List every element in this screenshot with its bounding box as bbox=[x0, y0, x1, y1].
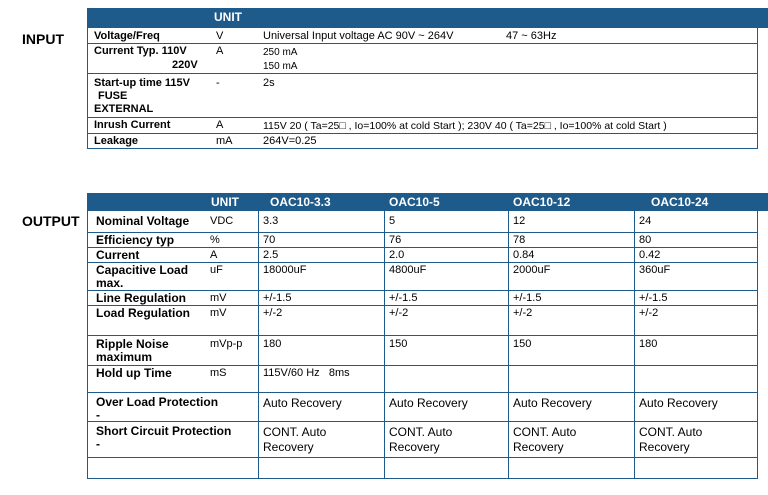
output-value: Auto Recovery bbox=[639, 396, 718, 410]
output-value: 70 bbox=[263, 234, 276, 246]
output-col-divider bbox=[87, 211, 88, 479]
output-value: 3.3 bbox=[263, 215, 279, 227]
output-header-model: OAC10-5 bbox=[389, 195, 440, 209]
output-param: Current bbox=[96, 248, 140, 262]
input-row-divider bbox=[87, 133, 757, 134]
output-value: 2000uF bbox=[513, 264, 551, 276]
input-unit: A bbox=[216, 119, 224, 131]
output-unit: mVp-p bbox=[210, 338, 243, 350]
output-value: 5 bbox=[389, 215, 396, 227]
output-row-divider bbox=[87, 335, 757, 336]
output-value: +/-1.5 bbox=[513, 292, 542, 304]
output-row-divider bbox=[87, 392, 757, 393]
input-col-divider bbox=[757, 28, 758, 149]
output-value-line1: CONT. Auto bbox=[389, 425, 453, 439]
output-row-divider bbox=[87, 232, 757, 233]
output-header-model: OAC10-3.3 bbox=[270, 195, 331, 209]
output-param: Line Regulation bbox=[96, 291, 186, 305]
output-param: - bbox=[96, 408, 100, 422]
output-row-divider bbox=[87, 365, 757, 366]
input-col-divider bbox=[87, 28, 88, 149]
input-value: 264V=0.25 bbox=[263, 135, 317, 147]
output-unit: A bbox=[210, 249, 218, 261]
output-value: +/-2 bbox=[513, 307, 533, 319]
output-unit: % bbox=[210, 234, 220, 246]
output-row-divider bbox=[87, 457, 757, 458]
output-param: maximum bbox=[96, 350, 153, 364]
input-param: FUSE bbox=[98, 90, 128, 102]
output-section-title: OUTPUT bbox=[22, 213, 80, 229]
output-col-divider bbox=[384, 211, 385, 479]
output-value: 4800uF bbox=[389, 264, 427, 276]
input-unit: A bbox=[216, 45, 224, 57]
output-unit: mV bbox=[210, 307, 227, 319]
output-value: 180 bbox=[639, 338, 658, 350]
output-value: +/-1.5 bbox=[639, 292, 668, 304]
output-row-divider bbox=[87, 290, 757, 291]
output-value: 180 bbox=[263, 338, 282, 350]
input-value: 150 mA bbox=[263, 61, 298, 72]
output-param: - bbox=[96, 437, 100, 451]
output-value-line1: CONT. Auto bbox=[263, 425, 327, 439]
output-value: 24 bbox=[639, 215, 652, 227]
output-param: Nominal Voltage bbox=[96, 214, 190, 228]
output-col-divider bbox=[508, 211, 509, 479]
input-value-freq: 47 ~ 63Hz bbox=[506, 30, 557, 42]
output-value: 360uF bbox=[639, 264, 671, 276]
output-value: 12 bbox=[513, 215, 526, 227]
output-param: Efficiency typ bbox=[96, 233, 175, 247]
output-col-divider bbox=[757, 211, 758, 479]
output-unit: mS bbox=[210, 367, 227, 379]
output-value: 150 bbox=[513, 338, 532, 350]
input-param: 220V bbox=[172, 59, 198, 71]
output-value-line1: CONT. Auto bbox=[513, 425, 577, 439]
input-value: 115V 20 ( Ta=25□ , Io=100% at cold Start ); 230V 40 ( Ta=25□ , Io=100% at cold Start ) bbox=[263, 120, 667, 132]
output-value: 80 bbox=[639, 234, 652, 246]
input-param: Inrush Current bbox=[94, 119, 171, 131]
input-row-divider bbox=[87, 148, 757, 149]
output-row-divider bbox=[87, 247, 757, 248]
input-param: Voltage/Freq bbox=[94, 30, 160, 42]
input-unit: V bbox=[216, 30, 224, 42]
output-param: Ripple Noise bbox=[96, 337, 169, 351]
output-value-line2: Recovery bbox=[513, 440, 564, 454]
output-value: +/-1.5 bbox=[389, 292, 418, 304]
output-header-unit: UNIT bbox=[211, 195, 239, 209]
input-value: Universal Input voltage AC 90V ~ 264V bbox=[263, 30, 454, 42]
output-value: Auto Recovery bbox=[263, 396, 342, 410]
input-param: Current Typ. 110V bbox=[94, 45, 187, 57]
output-value: +/-2 bbox=[263, 307, 283, 319]
output-value-line2: Recovery bbox=[389, 440, 440, 454]
output-param: Over Load Protection bbox=[96, 395, 219, 409]
output-header-model: OAC10-24 bbox=[651, 195, 709, 209]
output-col-divider bbox=[634, 211, 635, 479]
output-param: max. bbox=[96, 276, 124, 290]
input-unit: - bbox=[216, 77, 220, 89]
input-param: Leakage bbox=[94, 135, 139, 147]
input-unit-header: UNIT bbox=[214, 10, 242, 24]
input-row-divider bbox=[87, 43, 757, 44]
output-value: 115V/60 Hz 8ms bbox=[263, 367, 350, 379]
output-value: Auto Recovery bbox=[513, 396, 592, 410]
input-param: EXTERNAL bbox=[94, 103, 154, 115]
input-header-bar bbox=[87, 8, 768, 28]
output-value: 18000uF bbox=[263, 264, 307, 276]
output-unit: VDC bbox=[210, 215, 234, 227]
output-value: 0.42 bbox=[639, 249, 661, 261]
input-unit: mA bbox=[216, 135, 233, 147]
input-row-divider bbox=[87, 117, 757, 118]
input-value: 2s bbox=[263, 77, 275, 89]
input-row-divider bbox=[87, 73, 757, 74]
output-value: 150 bbox=[389, 338, 408, 350]
output-value: +/-2 bbox=[639, 307, 659, 319]
output-value: +/-2 bbox=[389, 307, 409, 319]
output-row-divider bbox=[87, 478, 757, 479]
output-header-model: OAC10-12 bbox=[513, 195, 571, 209]
output-param: Load Regulation bbox=[96, 306, 190, 320]
output-value: 76 bbox=[389, 234, 402, 246]
output-value-line2: Recovery bbox=[263, 440, 314, 454]
output-value: +/-1.5 bbox=[263, 292, 292, 304]
output-value: 2.5 bbox=[263, 249, 279, 261]
output-param: Capacitive Load bbox=[96, 263, 189, 277]
input-param: Start-up time 115V bbox=[94, 77, 190, 89]
input-section-title: INPUT bbox=[22, 31, 64, 47]
output-value-line1: CONT. Auto bbox=[639, 425, 703, 439]
output-value-line2: Recovery bbox=[639, 440, 690, 454]
output-col-divider bbox=[258, 211, 259, 479]
output-value: Auto Recovery bbox=[389, 396, 468, 410]
output-param: Short Circuit Protection bbox=[96, 424, 232, 438]
input-value: 250 mA bbox=[263, 47, 298, 58]
output-value: 78 bbox=[513, 234, 526, 246]
output-unit: uF bbox=[210, 264, 223, 276]
output-value: 2.0 bbox=[389, 249, 405, 261]
output-value: 0.84 bbox=[513, 249, 535, 261]
output-row-divider bbox=[87, 421, 757, 422]
output-param: Hold up Time bbox=[96, 366, 172, 380]
output-unit: mV bbox=[210, 292, 227, 304]
